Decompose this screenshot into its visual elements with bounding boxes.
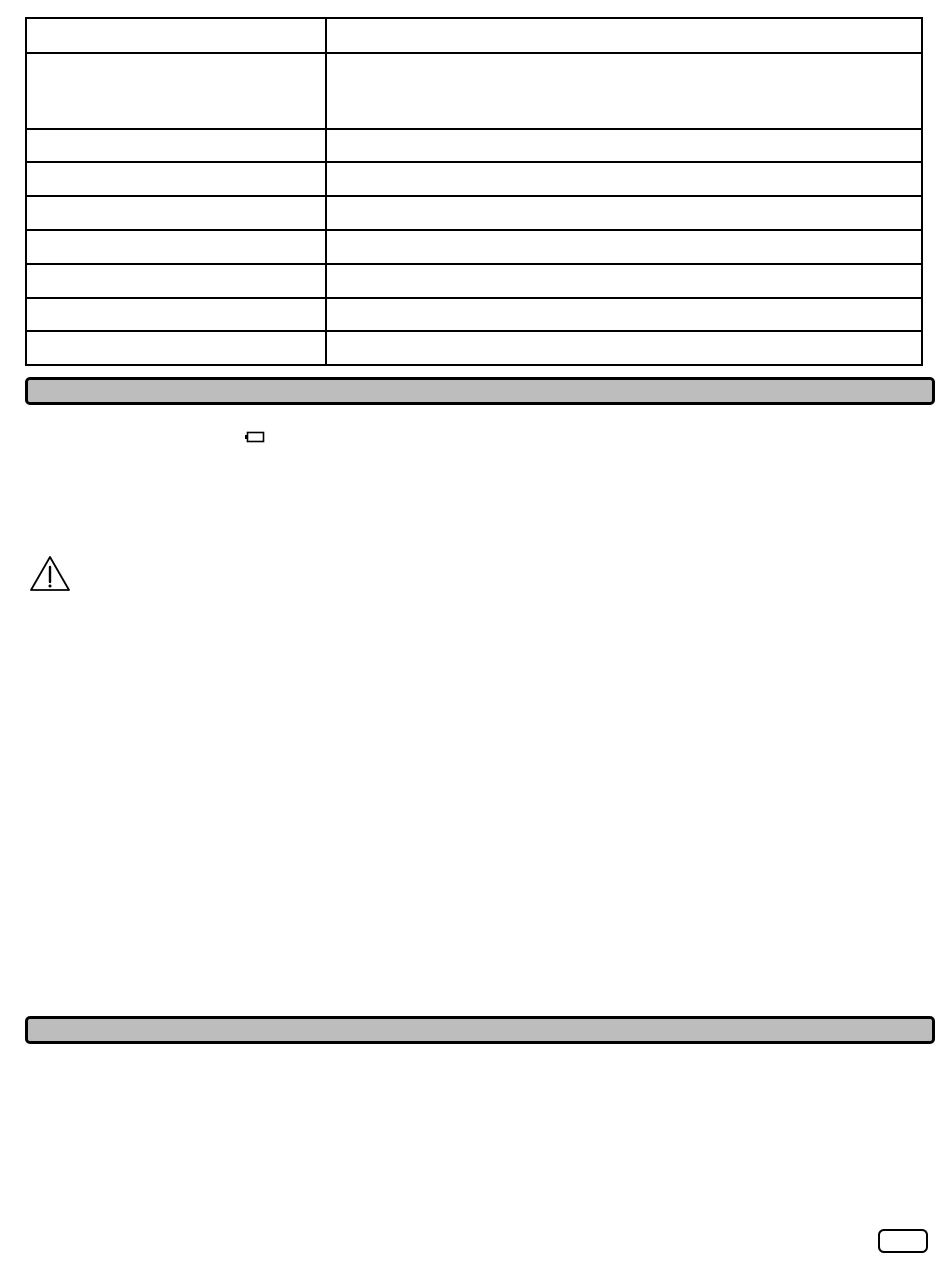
table-cell-value xyxy=(326,162,922,196)
page-number xyxy=(878,1229,928,1253)
table-cell-value xyxy=(326,230,922,264)
table-cell-label xyxy=(26,264,326,298)
table-row xyxy=(26,18,922,53)
table-cell-value xyxy=(326,331,922,365)
warning-triangle-icon xyxy=(29,555,71,592)
table-cell-label xyxy=(26,230,326,264)
table-cell-label xyxy=(26,162,326,196)
table-row xyxy=(26,129,922,162)
table-cell-label xyxy=(26,196,326,230)
specification-table xyxy=(25,17,923,366)
table-cell-label xyxy=(26,129,326,162)
battery-icon xyxy=(245,430,265,444)
section-header-bar xyxy=(25,377,935,405)
table-cell-label xyxy=(26,53,326,129)
table-cell-value xyxy=(326,264,922,298)
table-row xyxy=(26,264,922,298)
section-header-bar xyxy=(25,1016,935,1044)
table-row xyxy=(26,162,922,196)
table-cell-value xyxy=(326,53,922,129)
table-cell-label xyxy=(26,331,326,365)
table-cell-label xyxy=(26,298,326,331)
table-row xyxy=(26,298,922,331)
table-cell-value xyxy=(326,18,922,53)
table-row xyxy=(26,230,922,264)
table-row xyxy=(26,331,922,365)
table-cell-value xyxy=(326,196,922,230)
table-cell-value xyxy=(326,298,922,331)
table-row xyxy=(26,196,922,230)
table-row xyxy=(26,53,922,129)
table-cell-label xyxy=(26,18,326,53)
table-cell-value xyxy=(326,129,922,162)
